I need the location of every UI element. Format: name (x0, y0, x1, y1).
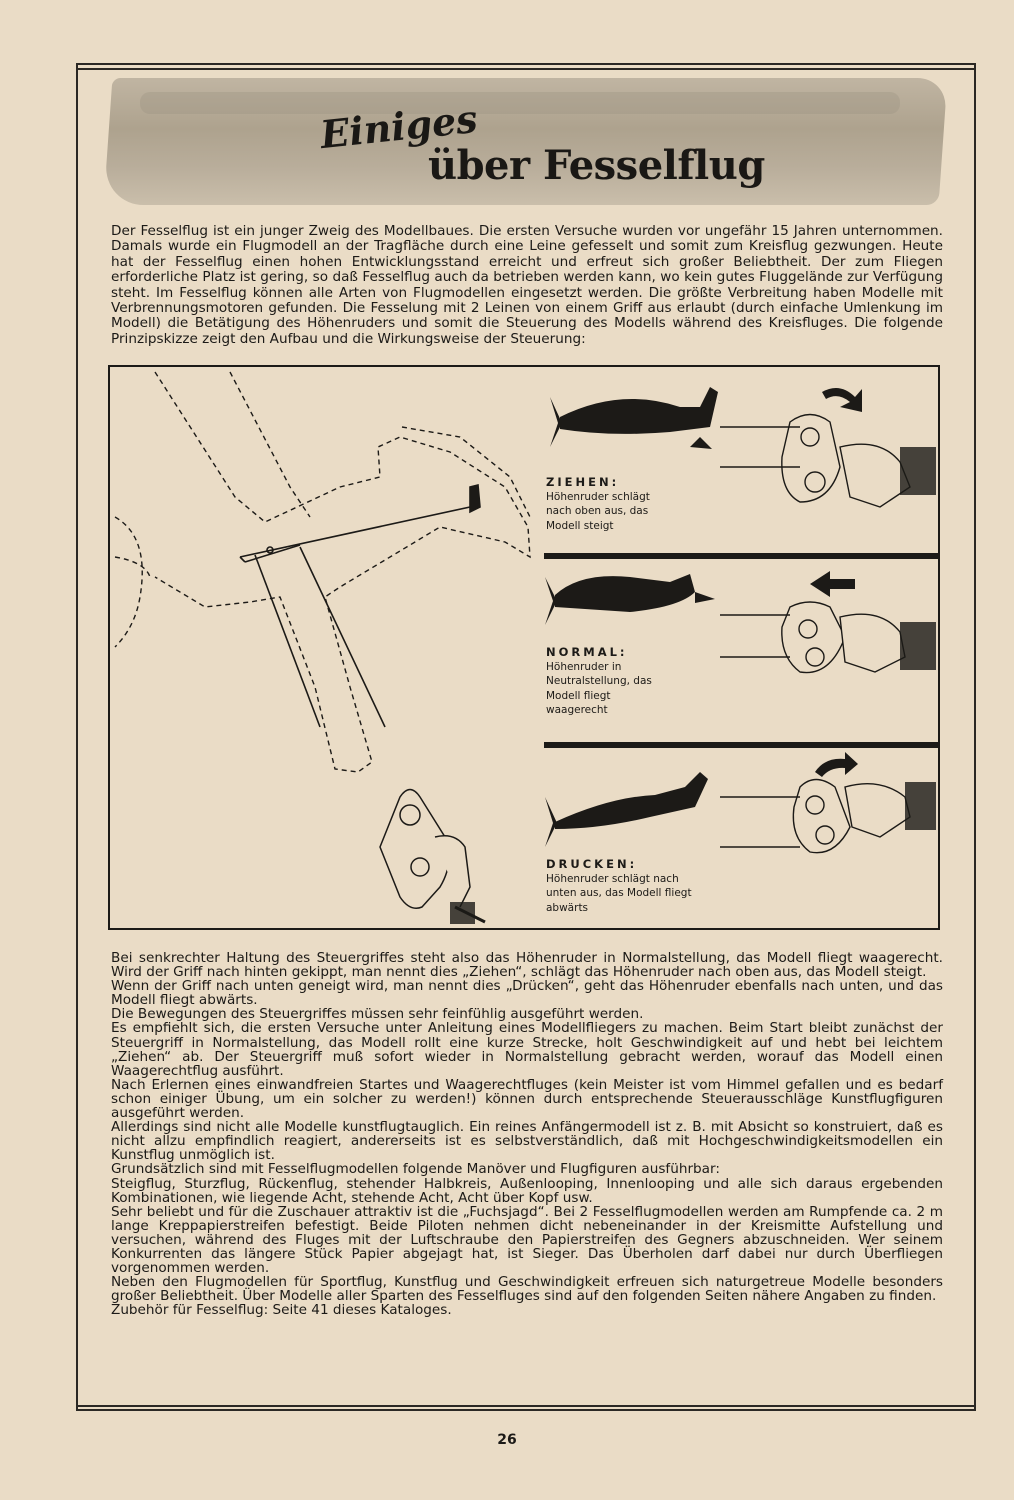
paragraph: Bei senkrechter Haltung des Steuergriffes steht also das Höhenruder in Normalstellung, das Modell fliegt waagerecht. Wird der Griff nach hinten gekippt, man nennt dies „Ziehen“, schlägt das Höhenruder nach oben aus, das Modell steigt. (111, 950, 943, 981)
paragraph: Sehr beliebt und für die Zuschauer attraktiv ist die „Fuchsjagd“. Bei 2 Fesselflugmodellen werden am Rumpfende ca. 2 m lange Kreppapierstreifen befestigt. Beide Piloten nehmen dicht nebeneinander in der Kreismitte Aufstellung und versuchen, während des Fluges mit der Luftschraube den Papierstreifen des Gegners abzuschneiden. Wer seinem Konkurrenten das längere Stück Papier abgejagt hat, ist Sieger. Das Überholen darf dabei nur durch Überfliegen vorgenommen werden. (111, 1203, 943, 1277)
caption-normal-head: NORMAL: (546, 645, 628, 659)
caption-pull-head: ZIEHEN: (546, 475, 620, 489)
paragraph: Es empfiehlt sich, die ersten Versuche unter Anleitung eines Modellfliegers zu machen. Beim Start bleibt zunächst der Steuergriff in Normalstellung, das Modell rollt eine kurze Strecke, holt Geschwindigkeit auf und hebt bei leichtem „Ziehen“ ab. Der Steuergriff muß sofort wieder in Normalstellung gebracht werden, worauf das Modell einen Waagerechtflug ausführt. (111, 1020, 943, 1079)
page-number: 26 (497, 1432, 517, 1448)
frame-top-rule (76, 68, 976, 70)
caption-push (546, 857, 706, 915)
paragraph: Nach Erlernen eines einwandfreien Startes und Waagerechtfluges (kein Meister ist vom Himmel gefallen und es bedarf schon einiger Übung, um ein solcher zu werden!) können durch entsprechende Steuerausschläge Kunstflugfiguren ausgeführt werden. (111, 1076, 943, 1122)
diagram-illustration (110, 367, 938, 928)
paragraph: Die Bewegungen des Steuergriffes müssen sehr feinfühlig ausgeführt werden. (111, 1006, 644, 1023)
caption-push-body: Höhenruder schlägt nach unten aus, das Modell fliegt abwärts (546, 872, 692, 914)
paragraph: Neben den Flugmodellen für Sportflug, Kunstflug und Geschwindigkeit erfreuen sich naturgetreue Modelle besonders großer Beliebtheit. Über Modelle aller Sparten des Fesselfluges sind auf den folgenden Seiten nähere Angaben zu finden. (111, 1274, 943, 1305)
title-brush-stroke (140, 92, 900, 114)
caption-push-head: DRUCKEN: (546, 857, 638, 871)
title-script: Einiges (318, 95, 480, 158)
paragraph: Wenn der Griff nach unten geneigt wird, man nennt dies „Drücken“, geht das Höhenruder ebenfalls nach unten, und das Modell fliegt abwärts. (111, 978, 943, 1009)
arrow-forward-icon (822, 388, 862, 412)
frame-bottom-rule (76, 1405, 976, 1407)
paragraph: Steigflug, Sturzflug, Rückenflug, stehender Halbkreis, Außenlooping, Innenlooping und alle sich daraus ergebenden Kombinationen, wie liegende Acht, stehende Acht, Acht über Kopf usw. (111, 1175, 943, 1206)
caption-normal-body: Höhenruder in Neutralstellung, das Modell fliegt waagerecht (546, 660, 652, 716)
main-text (111, 951, 943, 1317)
caption-pull-body: Höhenruder schlägt nach oben aus, das Modell steigt (546, 490, 650, 532)
paragraph: Grundsätzlich sind mit Fesselflugmodellen folgende Manöver und Flugfiguren ausführbar: (111, 1161, 720, 1178)
caption-pull (546, 475, 671, 533)
paragraph: Allerdings sind nicht alle Modelle kunstflugtauglich. Ein reines Anfängermodell ist z. B. mit Absicht so konstruiert, daß es nicht allzu empfindlich reagiert, andererseits ist es selbstverständlich, daß mit Hochgeschwindigkeitsmodellen ein Kunstflug unmöglich ist. (111, 1119, 943, 1164)
control-diagram (108, 365, 940, 930)
plane-down-icon (545, 772, 708, 847)
intro-paragraph: Der Fesselflug ist ein junger Zweig des Modellbaues. Die ersten Versuche wurden vor ungefähr 15 Jahren unternommen. Damals wurde ein Flugmodell an der Tragfläche durch eine Leine gefesselt und somit zum Kreisflug gezwungen. Heute hat der Fesselflug einen hohen Entwicklungsstand erreicht und erfreut sich großer Beliebtheit. Der zum Fliegen erforderliche Platz ist gering, so daß Fesselflug auch da betrieben werden kann, wo kein gutes Fluggelände zur Verfügung steht. Im Fesselflug können alle Arten von Flugmodellen eingesetzt werden. Die größte Verbreitung haben Modelle mit Verbrennungsmotoren gefunden. Die Fesselung mit 2 Leinen von einem Griff aus erlaubt (durch einfache Umlenkung im Modell) die Betätigung des Höhenruders und somit die Steuerung des Modells während des Kreisfluges. Die folgende Prinzipskizze zeigt den Aufbau und die Wirkungsweise der Steuerung: (111, 223, 943, 347)
caption-normal (546, 645, 671, 718)
plane-up-icon (550, 387, 718, 449)
plane-normal-icon (545, 574, 715, 625)
paragraph: Zubehör für Fesselflug: Seite 41 dieses Kataloges. (111, 1302, 452, 1319)
arrow-left-icon (810, 571, 855, 597)
page-title: über Fesselflug (428, 142, 765, 189)
arrow-back-icon (815, 752, 858, 777)
